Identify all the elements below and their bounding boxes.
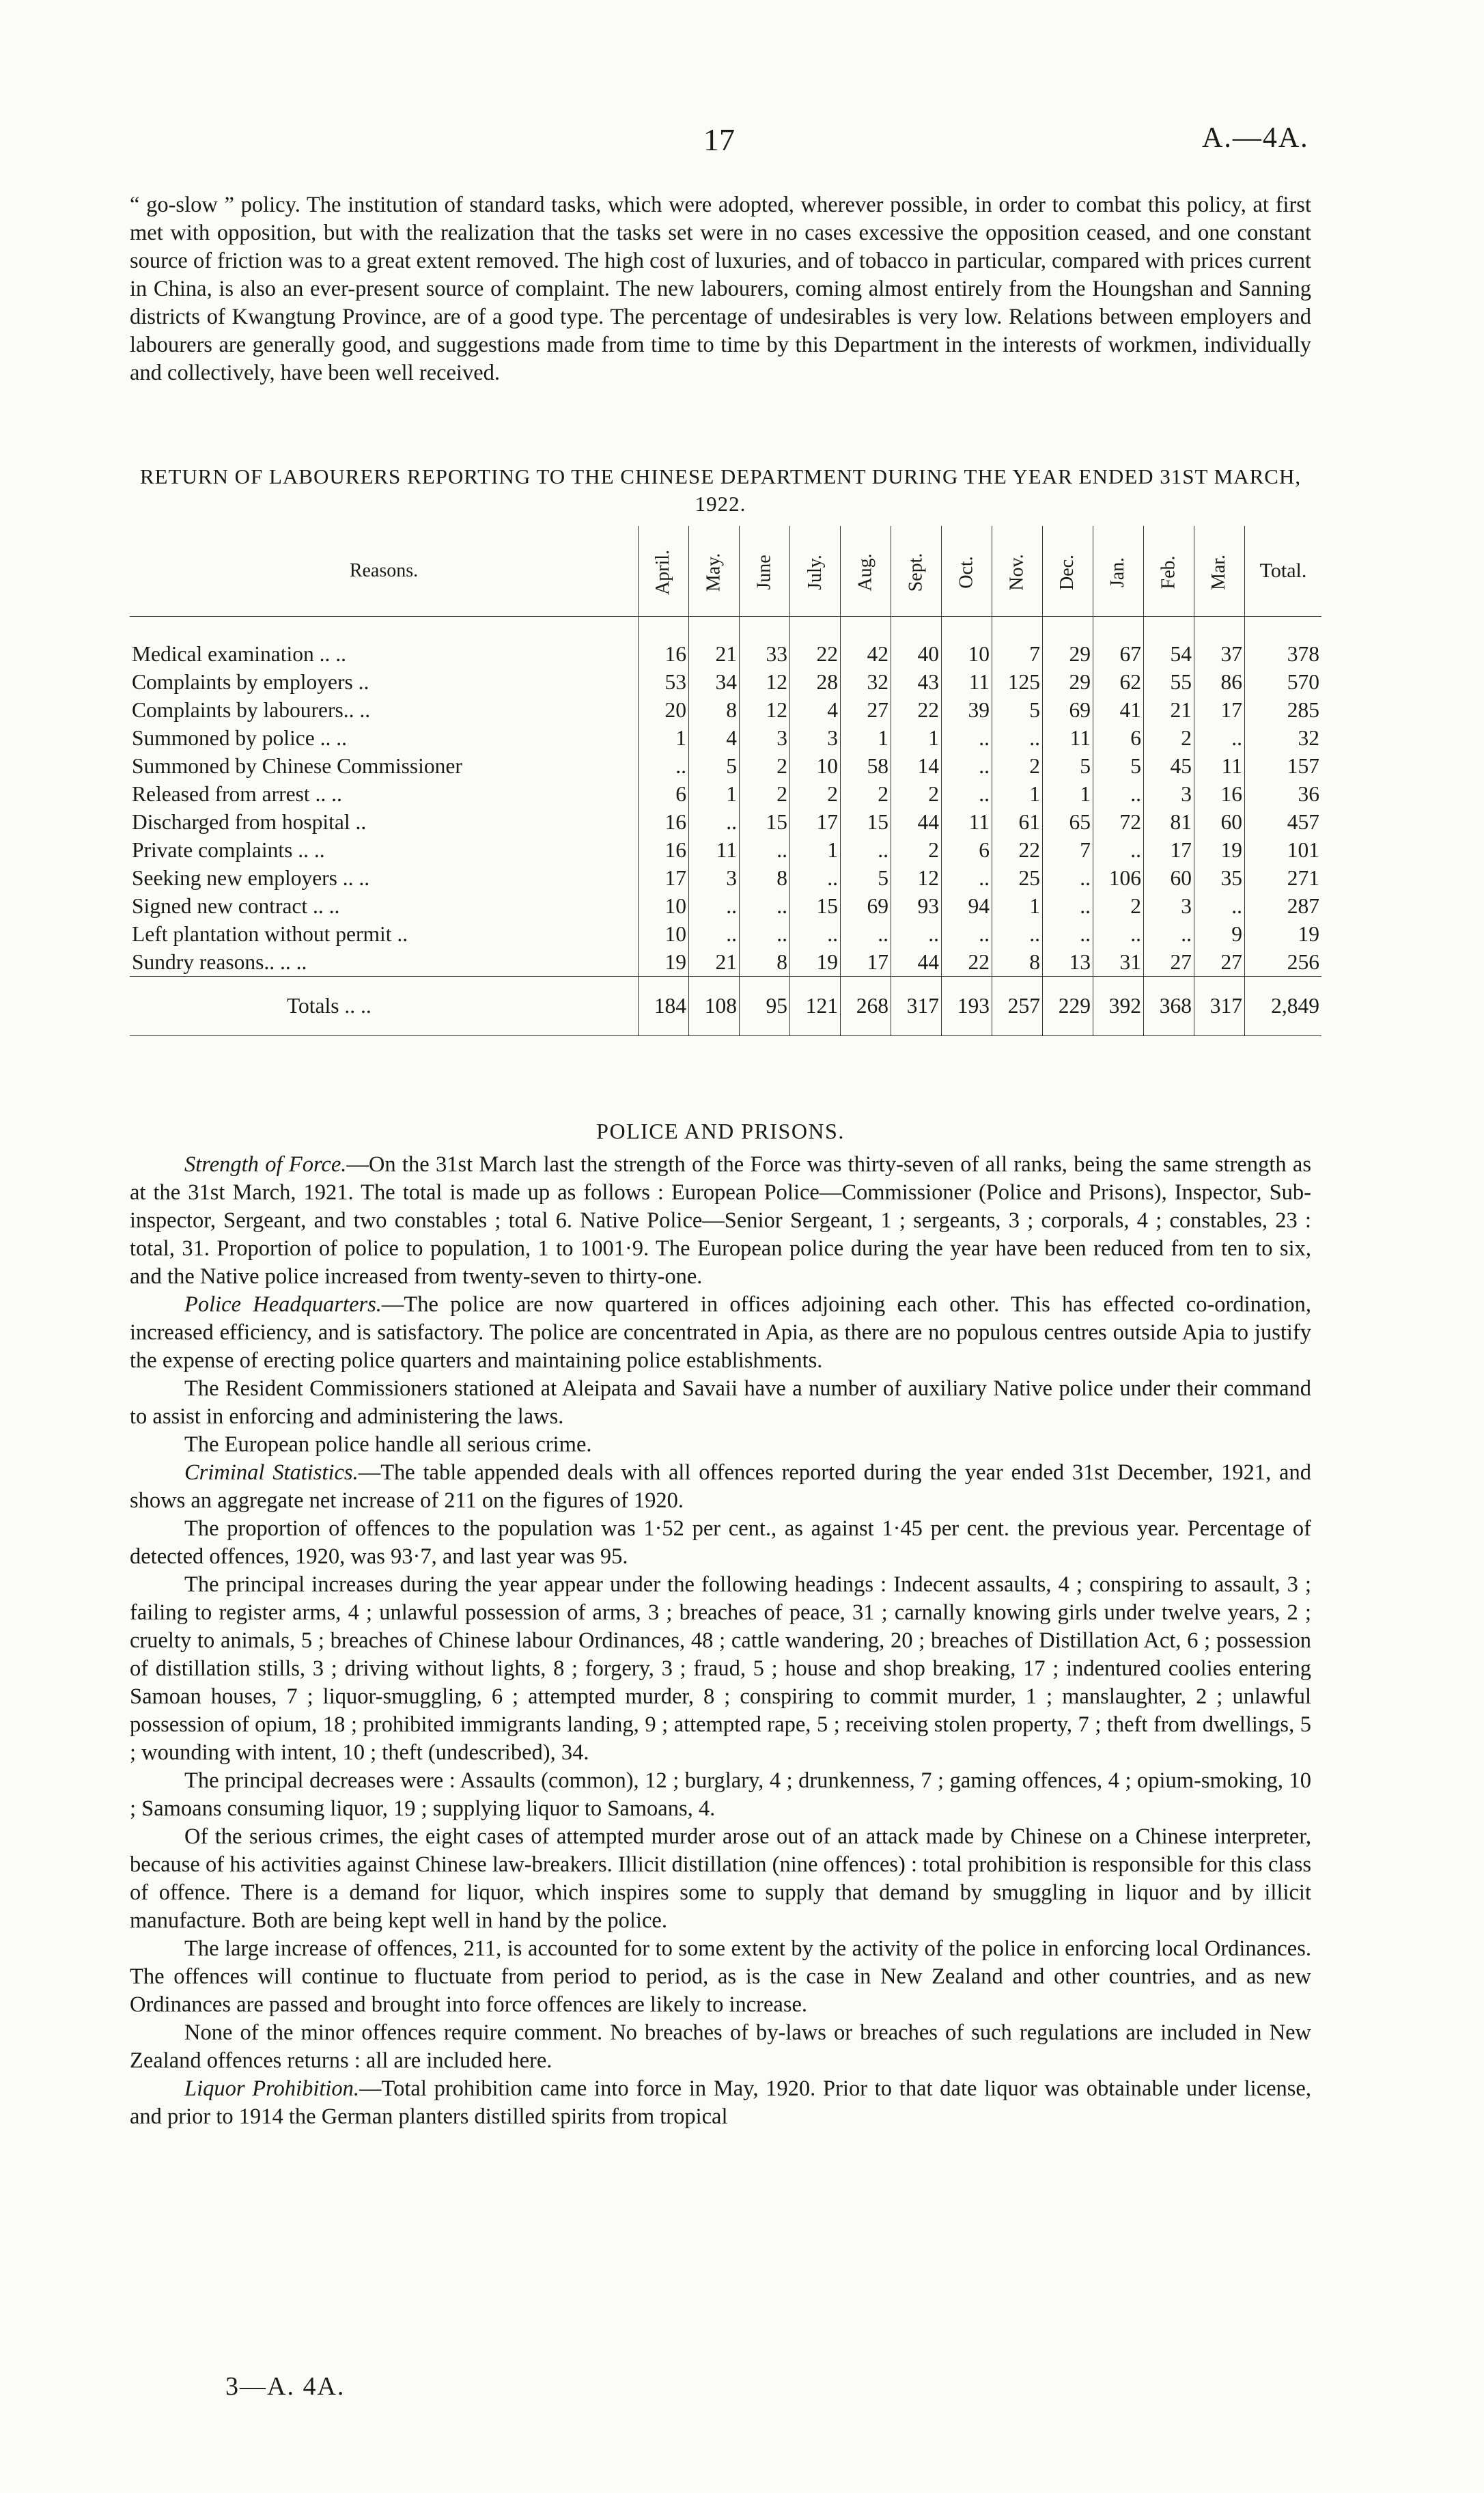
- month-label: April.: [652, 549, 674, 596]
- month-value-cell: ..: [1194, 892, 1245, 920]
- table-row: [130, 780, 1321, 808]
- month-value-cell: 69: [1043, 696, 1093, 724]
- month-value-cell: 20: [639, 696, 689, 724]
- table-header-row: [130, 526, 1321, 617]
- month-value-cell: 72: [1093, 808, 1144, 836]
- month-value-cell: 2: [992, 752, 1043, 780]
- table-caption: RETURN OF LABOURERS REPORTING TO THE CHINESE DEPARTMENT DURING THE YEAR ENDED 31ST MARCH, 1922.: [139, 464, 1302, 516]
- month-value-cell: 81: [1144, 808, 1194, 836]
- labourers-return-table: [130, 526, 1321, 1036]
- month-value-cell: 257: [992, 977, 1043, 1036]
- paragraph-text: —The table appended deals with all offences reported during the year ended 31st December, 1921, and shows an aggregate net increase of 211 on the figures of 1920.: [130, 1460, 1311, 1513]
- month-value-cell: 1: [639, 724, 689, 752]
- month-value-cell: 5: [992, 696, 1043, 724]
- month-value-cell: 95: [740, 977, 790, 1036]
- month-value-cell: ..: [1093, 920, 1144, 948]
- paragraph: [130, 1515, 1311, 1571]
- month-value-cell: 11: [942, 668, 992, 696]
- month-label: Dec.: [1056, 554, 1078, 591]
- month-header: [891, 526, 942, 617]
- month-value-cell: 317: [891, 977, 942, 1036]
- total-cell: 256: [1245, 948, 1322, 977]
- month-value-cell: ..: [942, 752, 992, 780]
- month-value-cell: 61: [992, 808, 1043, 836]
- month-value-cell: 25: [992, 864, 1043, 892]
- month-value-cell: 2: [891, 836, 942, 864]
- paragraph-text: The proportion of offences to the population was 1·52 per cent., as against 1·45 per cent. the previous year. Percentage of detected offences, 1920, was 93·7, and last year was 95.: [130, 1516, 1311, 1569]
- month-value-cell: 67: [1093, 617, 1144, 669]
- table-row: [130, 752, 1321, 780]
- month-value-cell: ..: [942, 920, 992, 948]
- month-value-cell: 193: [942, 977, 992, 1036]
- month-value-cell: 3: [1144, 892, 1194, 920]
- paragraph-text: None of the minor offences require comment. No breaches of by-laws or breaches of such regulations are included in New Zealand offences returns : all are included here.: [130, 2020, 1311, 2073]
- paragraph: [130, 1571, 1311, 1767]
- month-value-cell: 28: [790, 668, 841, 696]
- month-value-cell: ..: [942, 724, 992, 752]
- month-value-cell: 108: [689, 977, 740, 1036]
- month-value-cell: 1: [1043, 780, 1093, 808]
- month-value-cell: 27: [1144, 948, 1194, 977]
- month-value-cell: 13: [1043, 948, 1093, 977]
- reason-cell: Sundry reasons.. .. ..: [132, 949, 307, 974]
- reason-cell: Complaints by labourers.. ..: [132, 697, 371, 722]
- month-label: Aug.: [854, 553, 876, 591]
- intro-paragraph: “ go-slow ” policy. The institution of standard tasks, which were adopted, wherever possible, in order to combat this policy, at first met with opposition, but with the realization that the tasks set were in no cases excessive the opposition ceased, and one constant source of friction was to a great extent removed. The high cost of luxuries, and of tobacco in particular, compared with prices current in China, is also an ever-present source of complaint. The new labourers, coming almost entirely from the Houngshan and Sanning districts of Kwangtung Province, are of a good type. The percentage of undesirables is very low. Relations between employers and labourers are generally good, and suggestions made from time to time by this Department in the interests of workmen, individually and collectively, have been well received.: [130, 193, 1311, 385]
- month-value-cell: ..: [942, 864, 992, 892]
- month-value-cell: 5: [1093, 752, 1144, 780]
- paragraph-lead: Criminal Statistics.: [184, 1460, 359, 1485]
- month-value-cell: 5: [841, 864, 891, 892]
- month-value-cell: 86: [1194, 668, 1245, 696]
- month-value-cell: 22: [891, 696, 942, 724]
- month-value-cell: 17: [790, 808, 841, 836]
- month-value-cell: 2: [841, 780, 891, 808]
- month-value-cell: 44: [891, 948, 942, 977]
- table-row: [130, 808, 1321, 836]
- month-value-cell: 29: [1043, 668, 1093, 696]
- paragraph: [130, 1375, 1311, 1431]
- paragraph-text: The European police handle all serious crime.: [184, 1432, 592, 1457]
- month-value-cell: ..: [740, 920, 790, 948]
- month-value-cell: 2: [891, 780, 942, 808]
- month-value-cell: 1: [790, 836, 841, 864]
- totals-row: [130, 977, 1321, 1036]
- month-value-cell: ..: [790, 864, 841, 892]
- month-header: [790, 526, 841, 617]
- reason-cell: Released from arrest .. ..: [132, 781, 342, 806]
- month-value-cell: 21: [689, 948, 740, 977]
- paragraph: [130, 1935, 1311, 2019]
- month-value-cell: 37: [1194, 617, 1245, 669]
- paragraph-lead: Liquor Prohibition.: [184, 2076, 360, 2101]
- month-value-cell: ..: [1043, 892, 1093, 920]
- month-value-cell: 21: [1144, 696, 1194, 724]
- month-label: June: [753, 555, 775, 590]
- paragraph-text: The large increase of offences, 211, is accounted for to some extent by the activity of the police in enforcing local Ordinances. The offences will continue to fluctuate from period to period, as is the case in New Zealand and other countries, and as new Ordinances are passed and brought into force offences are likely to increase.: [130, 1936, 1311, 2017]
- reason-cell: Summoned by Chinese Commissioner: [132, 753, 462, 778]
- table-row: [130, 668, 1321, 696]
- paragraph-text: —Total prohibition came into force in May, 1920. Prior to that date liquor was obtainable under license, and prior to 1914 the German planters distilled spirits from tropical: [130, 2076, 1311, 2129]
- month-value-cell: 44: [891, 808, 942, 836]
- month-value-cell: 19: [639, 948, 689, 977]
- month-value-cell: 6: [639, 780, 689, 808]
- month-value-cell: ..: [992, 920, 1043, 948]
- paragraph-lead: Strength of Force.: [184, 1152, 347, 1177]
- month-value-cell: ..: [639, 752, 689, 780]
- month-value-cell: 22: [790, 617, 841, 669]
- total-cell: 2,849: [1245, 977, 1322, 1036]
- paragraph-text: —On the 31st March last the strength of the Force was thirty-seven of all ranks, being the same strength as at the 31st March, 1921. The total is made up as follows : European Police—Commissioner (Police and Prisons), Inspector, Sub-inspector, Sergeant, and two constables ; total 6. Native Police—Senior Sergeant, 1 ; sergeants, 3 ; corporals, 4 ; constables, 23 : total, 31. Proportion of police to population, 1 to 1001·9. The European police during the year have been reduced from ten to six, and the Native police increased from twenty-seven to thirty-one.: [130, 1152, 1311, 1289]
- month-value-cell: 42: [841, 617, 891, 669]
- table-row: [130, 617, 1321, 669]
- month-value-cell: 19: [790, 948, 841, 977]
- month-value-cell: 10: [942, 617, 992, 669]
- month-value-cell: 35: [1194, 864, 1245, 892]
- paragraph-text: The principal increases during the year appear under the following headings : Indecent assaults, 4 ; conspiring to assault, 3 ; failing to register arms, 4 ; unlawful possession of arms, 3 ; breaches of peace, 31 ; carnally knowing girls under twelve years, 2 ; cruelty to animals, 5 ; breaches of Chinese labour Ordinances, 48 ; cattle wandering, 20 ; breaches of Distillation Act, 6 ; possession of distillation stills, 3 ; driving without lights, 8 ; forgery, 3 ; fraud, 5 ; house and shop breaking, 17 ; indentured coolies entering Samoan houses, 7 ; liquor-smuggling, 6 ; attempted murder, 8 ; conspiring to commit murder, 1 ; manslaughter, 2 ; unlawful possession of opium, 18 ; prohibited immigrants landing, 9 ; attempted rape, 5 ; receiving stolen property, 7 ; theft from dwellings, 5 ; wounding with intent, 10 ; theft (undescribed), 34.: [130, 1572, 1311, 1765]
- paragraph: [130, 1823, 1311, 1935]
- month-value-cell: 32: [841, 668, 891, 696]
- month-value-cell: 268: [841, 977, 891, 1036]
- total-cell: 101: [1245, 836, 1322, 864]
- table-row: [130, 836, 1321, 864]
- paragraph-text: The principal decreases were : Assaults (common), 12 ; burglary, 4 ; drunkenness, 7 ; gaming offences, 4 ; opium-smoking, 10 ; Samoans consuming liquor, 19 ; supplying liquor to Samoans, 4.: [130, 1768, 1311, 1821]
- month-value-cell: ..: [1194, 724, 1245, 752]
- month-label: Nov.: [1006, 554, 1028, 591]
- month-value-cell: 58: [841, 752, 891, 780]
- paragraph: [130, 1431, 1311, 1459]
- month-value-cell: 17: [1194, 696, 1245, 724]
- month-header: [992, 526, 1043, 617]
- month-value-cell: 106: [1093, 864, 1144, 892]
- month-value-cell: 31: [1093, 948, 1144, 977]
- month-label: Mar.: [1208, 554, 1230, 591]
- month-value-cell: 62: [1093, 668, 1144, 696]
- month-value-cell: 16: [639, 808, 689, 836]
- month-label: July.: [804, 555, 826, 590]
- month-value-cell: 16: [1194, 780, 1245, 808]
- month-value-cell: 19: [1194, 836, 1245, 864]
- page-number: 17: [703, 122, 735, 157]
- month-value-cell: ..: [841, 836, 891, 864]
- total-cell: 19: [1245, 920, 1322, 948]
- month-value-cell: 1: [841, 724, 891, 752]
- month-value-cell: ..: [1144, 920, 1194, 948]
- month-value-cell: 21: [689, 617, 740, 669]
- month-value-cell: 10: [639, 892, 689, 920]
- month-value-cell: ..: [1043, 920, 1093, 948]
- month-value-cell: 15: [740, 808, 790, 836]
- month-value-cell: 392: [1093, 977, 1144, 1036]
- total-cell: 570: [1245, 668, 1322, 696]
- table-row: [130, 864, 1321, 892]
- total-header: Total.: [1245, 526, 1322, 617]
- month-header: [1194, 526, 1245, 617]
- month-value-cell: 121: [790, 977, 841, 1036]
- month-value-cell: 8: [740, 948, 790, 977]
- month-value-cell: ..: [740, 892, 790, 920]
- month-value-cell: 3: [790, 724, 841, 752]
- month-value-cell: ..: [841, 920, 891, 948]
- month-value-cell: 2: [790, 780, 841, 808]
- month-value-cell: 368: [1144, 977, 1194, 1036]
- document-reference: A.—4A.: [1202, 122, 1309, 154]
- reasons-header: Reasons.: [130, 526, 639, 617]
- paragraph: [130, 2075, 1311, 2131]
- month-value-cell: 4: [689, 724, 740, 752]
- section-heading: POLICE AND PRISONS.: [596, 1119, 845, 1143]
- month-value-cell: 8: [992, 948, 1043, 977]
- month-value-cell: 16: [639, 836, 689, 864]
- month-value-cell: 53: [639, 668, 689, 696]
- month-value-cell: 11: [1043, 724, 1093, 752]
- month-value-cell: 40: [891, 617, 942, 669]
- reason-cell: Seeking new employers .. ..: [132, 865, 370, 890]
- month-label: Oct.: [955, 556, 977, 589]
- month-value-cell: 45: [1144, 752, 1194, 780]
- total-cell: 457: [1245, 808, 1322, 836]
- table-row: [130, 892, 1321, 920]
- month-value-cell: 39: [942, 696, 992, 724]
- month-value-cell: ..: [992, 724, 1043, 752]
- month-value-cell: 10: [639, 920, 689, 948]
- month-value-cell: 3: [740, 724, 790, 752]
- month-header: [639, 526, 689, 617]
- month-value-cell: 11: [942, 808, 992, 836]
- month-label: May.: [703, 553, 725, 592]
- month-value-cell: 43: [891, 668, 942, 696]
- month-header: [740, 526, 790, 617]
- month-value-cell: 7: [1043, 836, 1093, 864]
- month-value-cell: 1: [891, 724, 942, 752]
- month-value-cell: ..: [689, 808, 740, 836]
- month-label: Sept.: [905, 553, 927, 592]
- month-value-cell: 2: [740, 780, 790, 808]
- month-header: [1043, 526, 1093, 617]
- month-label: Jan.: [1107, 557, 1129, 588]
- month-value-cell: ..: [1043, 864, 1093, 892]
- month-value-cell: 12: [740, 696, 790, 724]
- month-value-cell: 1: [992, 892, 1043, 920]
- month-value-cell: 55: [1144, 668, 1194, 696]
- table-row: [130, 948, 1321, 977]
- reason-cell: Complaints by employers ..: [132, 669, 369, 694]
- police-section-body: [130, 1151, 1311, 2131]
- month-value-cell: 17: [639, 864, 689, 892]
- reason-cell: Discharged from hospital ..: [132, 809, 367, 834]
- total-cell: 287: [1245, 892, 1322, 920]
- month-value-cell: ..: [740, 836, 790, 864]
- month-value-cell: 125: [992, 668, 1043, 696]
- month-value-cell: 27: [841, 696, 891, 724]
- table-body: [130, 617, 1321, 1036]
- month-value-cell: 8: [689, 696, 740, 724]
- month-value-cell: 9: [1194, 920, 1245, 948]
- total-cell: 271: [1245, 864, 1322, 892]
- table-row: [130, 920, 1321, 948]
- month-value-cell: 184: [639, 977, 689, 1036]
- month-value-cell: ..: [942, 780, 992, 808]
- month-value-cell: 34: [689, 668, 740, 696]
- month-value-cell: 69: [841, 892, 891, 920]
- paragraph: [130, 1151, 1311, 1291]
- paragraph: [130, 2019, 1311, 2075]
- month-value-cell: 3: [1144, 780, 1194, 808]
- reason-cell: Left plantation without permit ..: [132, 921, 408, 946]
- month-value-cell: 2: [740, 752, 790, 780]
- total-cell: 378: [1245, 617, 1322, 669]
- month-header: [841, 526, 891, 617]
- month-value-cell: 10: [790, 752, 841, 780]
- month-value-cell: 5: [689, 752, 740, 780]
- month-value-cell: 229: [1043, 977, 1093, 1036]
- footer-signature: 3—A. 4A.: [225, 2372, 346, 2401]
- paragraph-text: —The police are now quartered in offices adjoining each other. This has effected co-ordination, increased efficiency, and is satisfactory. The police are concentrated in Apia, as there are no populous centres outside Apia to justify the expense of erecting police quarters and maintaining police establishments.: [130, 1292, 1311, 1373]
- table-row: [130, 724, 1321, 752]
- month-value-cell: ..: [689, 920, 740, 948]
- month-value-cell: 22: [942, 948, 992, 977]
- month-value-cell: 22: [992, 836, 1043, 864]
- month-value-cell: 2: [1093, 892, 1144, 920]
- month-value-cell: 4: [790, 696, 841, 724]
- month-value-cell: 6: [942, 836, 992, 864]
- month-header: [1093, 526, 1144, 617]
- month-value-cell: ..: [790, 920, 841, 948]
- month-value-cell: 12: [891, 864, 942, 892]
- month-value-cell: 17: [1144, 836, 1194, 864]
- month-value-cell: 2: [1144, 724, 1194, 752]
- paragraph-lead: Police Headquarters.: [184, 1292, 382, 1317]
- month-value-cell: 11: [1194, 752, 1245, 780]
- month-value-cell: 41: [1093, 696, 1144, 724]
- month-value-cell: 317: [1194, 977, 1245, 1036]
- month-value-cell: 14: [891, 752, 942, 780]
- total-cell: 157: [1245, 752, 1322, 780]
- total-cell: 285: [1245, 696, 1322, 724]
- month-value-cell: 60: [1144, 864, 1194, 892]
- reason-cell: Medical examination .. ..: [132, 641, 347, 666]
- reason-cell: Summoned by police .. ..: [132, 725, 347, 750]
- table-row: [130, 696, 1321, 724]
- month-value-cell: ..: [1093, 780, 1144, 808]
- paragraph-text: Of the serious crimes, the eight cases of attempted murder arose out of an attack made by Chinese on a Chinese interpreter, because of his activities against Chinese law-breakers. Illicit distillation (nine offences) : total prohibition is responsible for this class of offence. There is a demand for liquor, which inspires some to supply that demand by smuggling in liquor and by illicit manufacture. Both are being kept well in hand by the police.: [130, 1824, 1311, 1933]
- paragraph-text: The Resident Commissioners stationed at Aleipata and Savaii have a number of auxiliary Native police under their command to assist in enforcing and administering the laws.: [130, 1376, 1311, 1429]
- paragraph: [130, 1291, 1311, 1375]
- month-value-cell: 6: [1093, 724, 1144, 752]
- month-value-cell: 65: [1043, 808, 1093, 836]
- month-value-cell: 60: [1194, 808, 1245, 836]
- month-value-cell: 54: [1144, 617, 1194, 669]
- month-value-cell: 1: [992, 780, 1043, 808]
- month-value-cell: 8: [740, 864, 790, 892]
- reason-cell: Private complaints .. ..: [132, 837, 325, 862]
- month-value-cell: 5: [1043, 752, 1093, 780]
- paragraph: [130, 1767, 1311, 1823]
- total-cell: 36: [1245, 780, 1322, 808]
- reason-cell: Signed new contract .. ..: [132, 893, 340, 918]
- month-value-cell: ..: [891, 920, 942, 948]
- month-value-cell: ..: [1093, 836, 1144, 864]
- month-value-cell: 12: [740, 668, 790, 696]
- month-header: [689, 526, 740, 617]
- month-value-cell: 3: [689, 864, 740, 892]
- month-value-cell: 16: [639, 617, 689, 669]
- month-value-cell: 11: [689, 836, 740, 864]
- month-value-cell: 33: [740, 617, 790, 669]
- month-value-cell: 17: [841, 948, 891, 977]
- month-value-cell: ..: [689, 892, 740, 920]
- reason-cell: Totals .. ..: [130, 977, 639, 1036]
- month-label: Feb.: [1158, 555, 1179, 589]
- month-header: [942, 526, 992, 617]
- month-value-cell: 29: [1043, 617, 1093, 669]
- month-value-cell: 15: [790, 892, 841, 920]
- paragraph: [130, 1459, 1311, 1515]
- total-cell: 32: [1245, 724, 1322, 752]
- month-value-cell: 27: [1194, 948, 1245, 977]
- month-value-cell: 94: [942, 892, 992, 920]
- month-value-cell: 7: [992, 617, 1043, 669]
- month-value-cell: 15: [841, 808, 891, 836]
- month-value-cell: 93: [891, 892, 942, 920]
- month-value-cell: 1: [689, 780, 740, 808]
- month-header: [1144, 526, 1194, 617]
